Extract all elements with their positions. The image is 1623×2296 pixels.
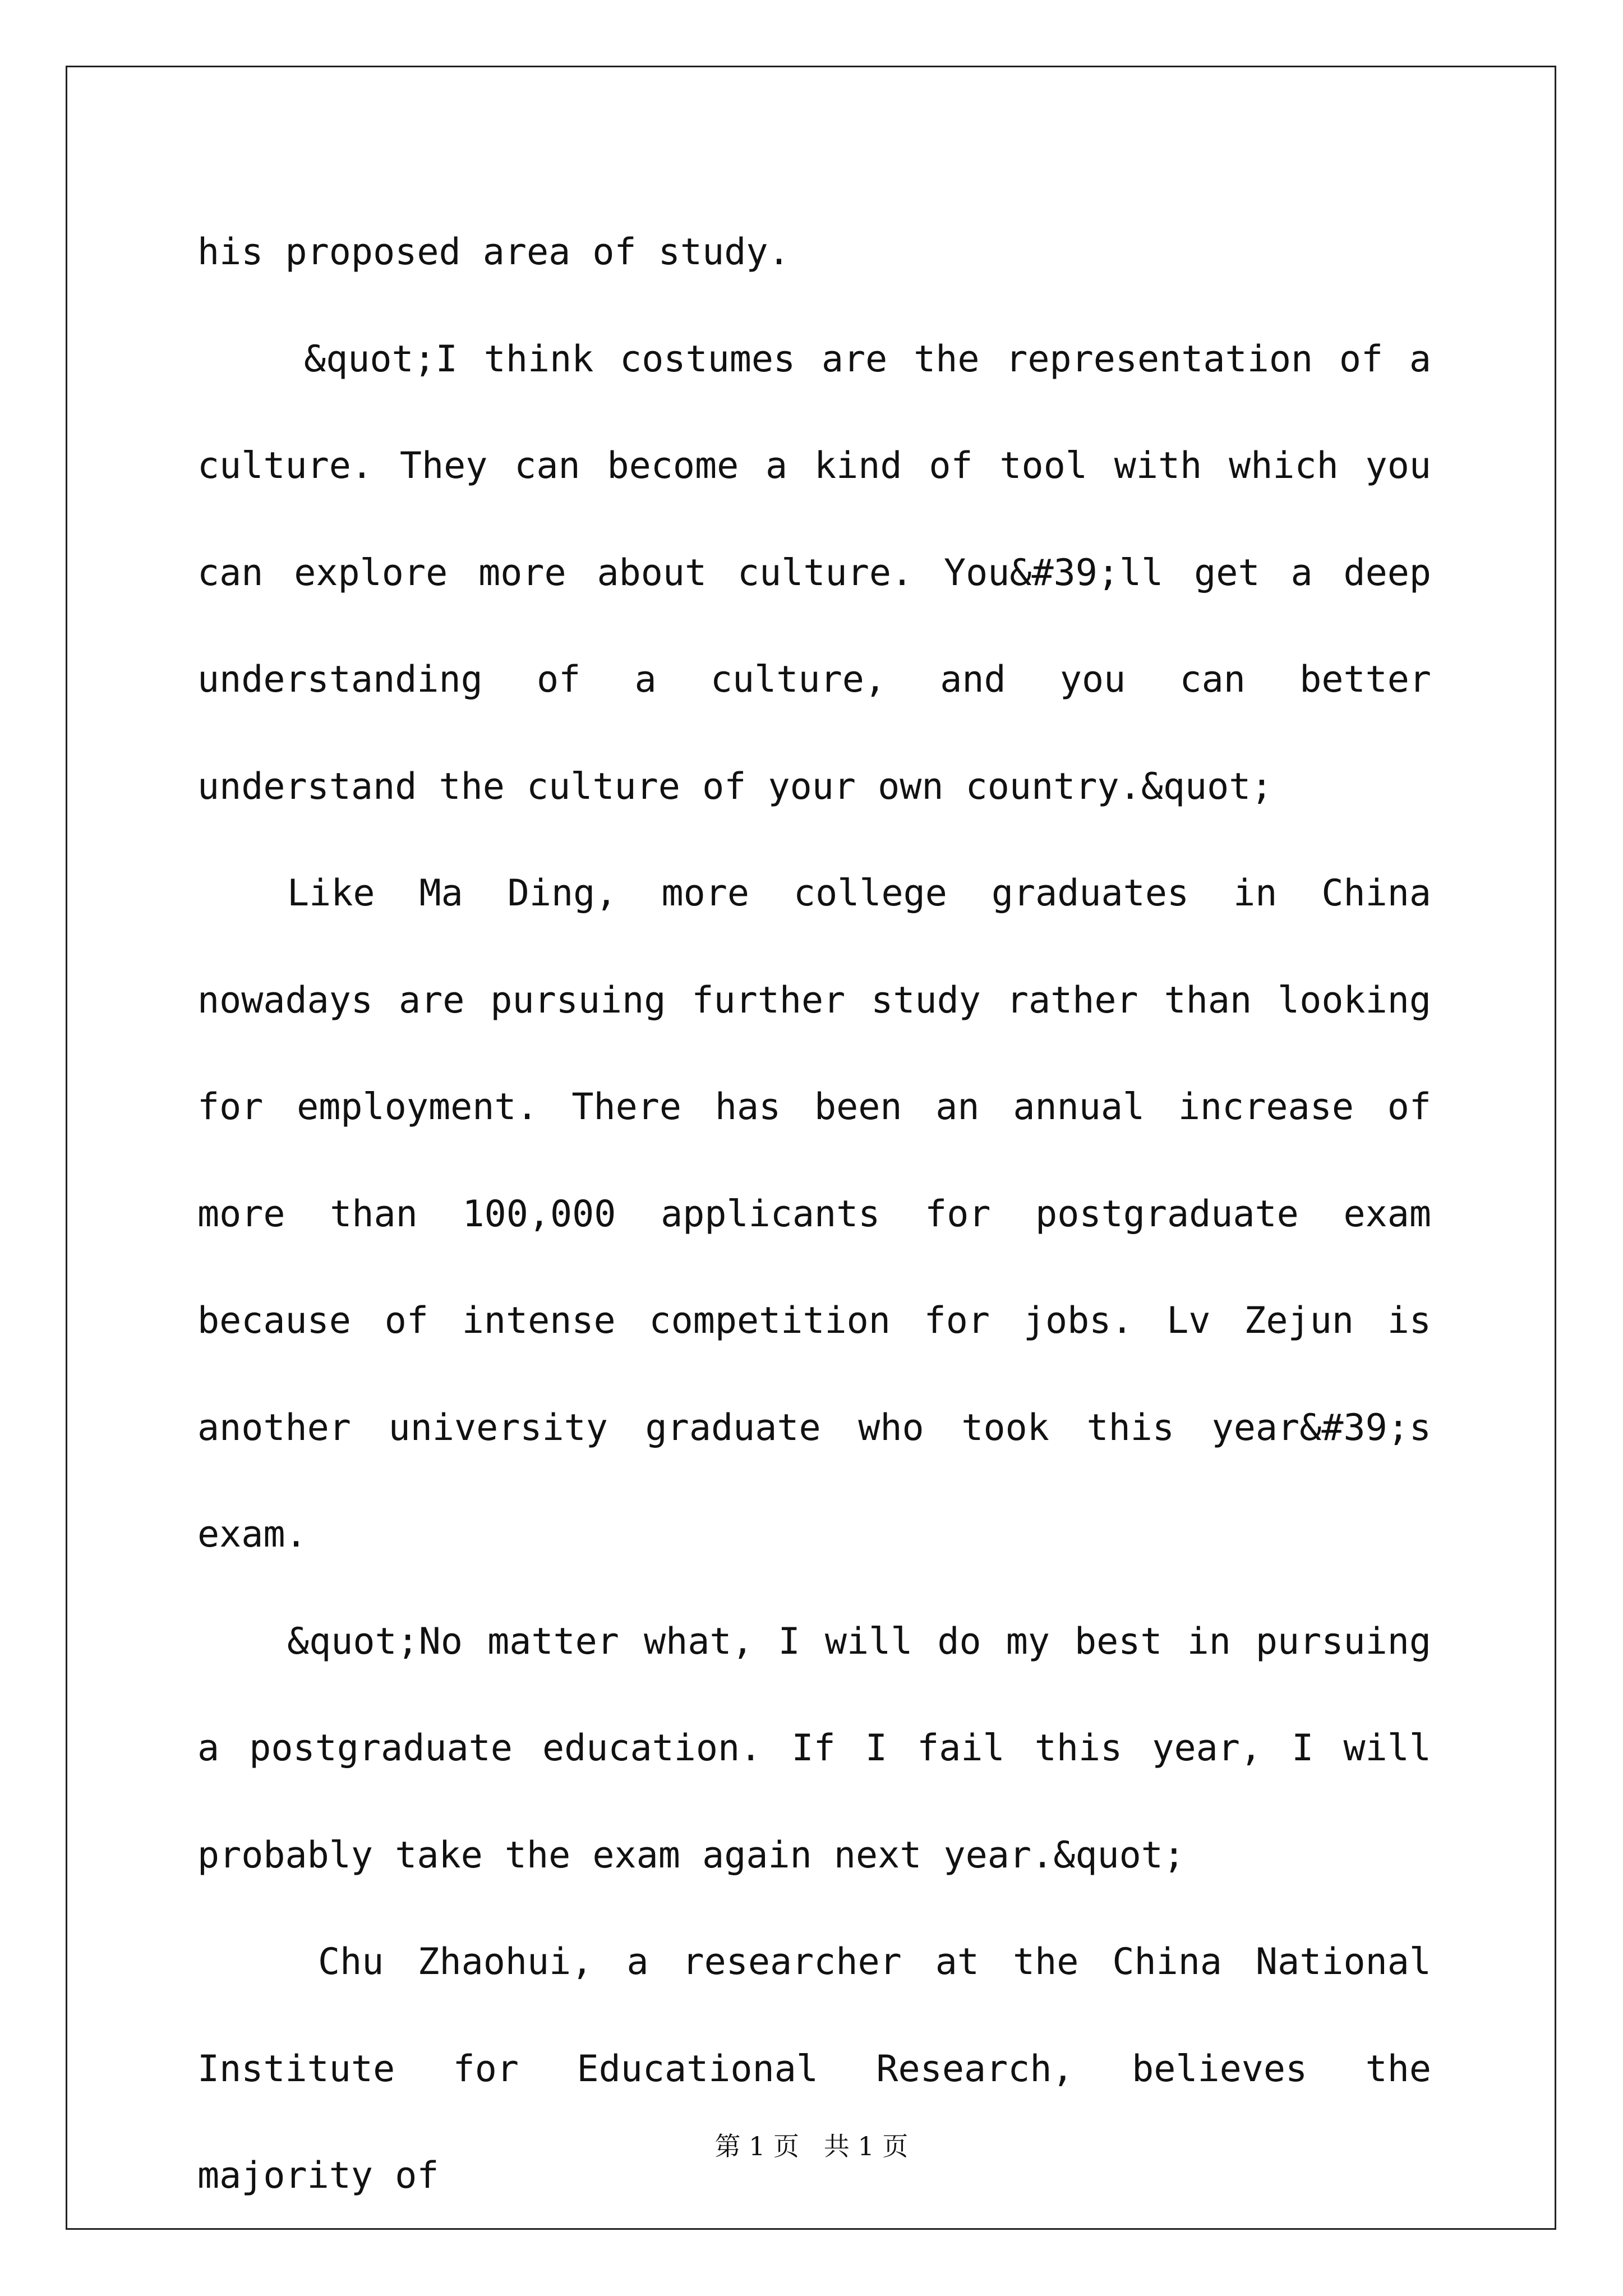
document-body — [197, 199, 1431, 2230]
paragraph: Chu Zhaohui, a researcher at the China National Institute for Educational Research, believes the majority of — [197, 1941, 1431, 2197]
paragraph: &quot;No matter what, I will do my best in pursuing a postgraduate education. If I fail this year, I will probably take the exam again next year.&quot; — [197, 1620, 1431, 1876]
paragraph: &quot;I think costumes are the representation of a culture. They can become a kind of tool with which you can explore more about culture. You&#39;ll get a deep understanding of a culture, and you can better understand the culture of your own country.&quot; — [197, 338, 1431, 808]
paragraph: Like Ma Ding, more college graduates in China nowadays are pursuing further study rather than looking for employment. There has been an annual increase of more than 100,000 applicants for postgraduate exam because of intense competition for jobs. Lv Zejun is another university graduate who took this year&#39;s exam. — [197, 872, 1431, 1556]
paragraph: his proposed area of study. — [197, 231, 790, 273]
page-number-footer: 第 1 页 共 1 页 — [714, 2131, 909, 2161]
